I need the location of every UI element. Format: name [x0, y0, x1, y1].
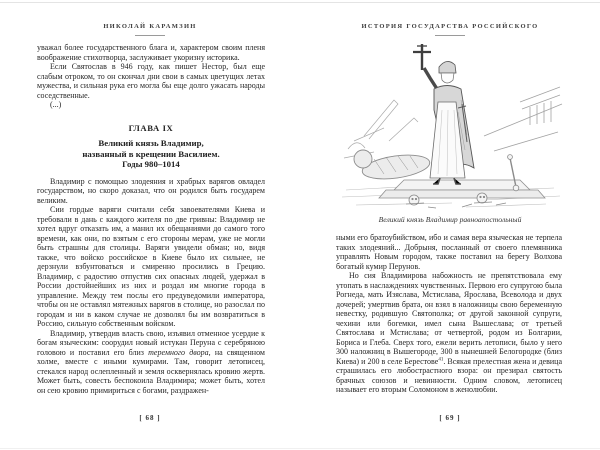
running-head-book-title: ИСТОРИЯ ГОСУДАРСТВА РОССИЙСКОГО: [361, 23, 539, 30]
running-head-rule: [135, 35, 165, 36]
paragraph: ными его братоубийством, ибо и самая вера языческая не терпела таких злодеяний... Добрыня, посланный от своего племянника управлять Новым городом, также поставил на берегу Волхова богатый кумир Перунов.: [336, 233, 562, 271]
paragraph: [336, 271, 562, 395]
paragraph-text: Владимир, утвердив власть свою, изъявил отменное усердие к богам языческим: соорудил новый истукан Перуна с серебряною головою и поставил его близ: [37, 328, 265, 357]
temple-background: [484, 87, 562, 151]
page-number-left: [ 68 ]: [139, 414, 161, 422]
right-page: [300, 0, 600, 450]
helmet: [439, 61, 456, 73]
paragraph: Если Святослав в 946 году, как пишет Нестор, был еще слабым отроком, то он скончал дни свои в самых цветущих летах мужества, и сильная рука его могла бы еще долго ужасать народы соседственные.: [37, 62, 265, 100]
right-text-column: [336, 233, 562, 395]
italic-term: теремного двора: [148, 347, 209, 357]
engraving-svg: [334, 40, 566, 212]
vladimir-engraving-illustration: [334, 40, 566, 212]
ellipsis-line: (...): [50, 100, 62, 109]
paragraph: уважал более государственного блага и, характером своим пленя воображение стихотворца, заслуживает укоризну историка.: [37, 43, 265, 62]
paragraph: Владимир с помощью злодеяния и храбрых варягов овладел государством, но скоро доказал, что он родился быть государем великим.: [37, 176, 265, 205]
left-text-column: [37, 43, 265, 395]
chapter-title-line: Годы 980–1014: [122, 159, 180, 169]
chapter-heading: [37, 124, 265, 170]
paragraph-text: , на священном холме, вместе с иными кумирами. Там, говорит летописец, стекался народ ослепленный и земля осквернялась кровию жертв. Может быть, совесть беспокоила Владимира; может быть, хотел он сею кровию примириться с богами, раздражен-: [37, 347, 265, 395]
paragraph: [37, 329, 265, 396]
broken-idols-background: [344, 100, 418, 158]
running-head-author: НИКОЛАЙ КАРАМЗИН: [103, 23, 197, 30]
running-head-rule: [435, 35, 465, 36]
stone-platform: [379, 180, 545, 198]
chapter-title-line: Великий князь Владимир,: [98, 138, 204, 148]
paragraph-text: Но сия Владимирова набожность не препятствовала ему утопать в наслаждениях чувственных. Первою его супругою была Рогнеда, мать Изяслава, Мстислава, Ярослава, Всеволода и двух дочерей; умертвив брата, он взял в наложницы свою беременную невестку, родившую Святополка; от другой законной супруги, чехини или богемки, имел сына Вышеслава; от третьей Святослава и Мстислава; от четвертой, родом из Болгарии, Бориса и Глеба. Сверх того, ежели верить летописи, было у него 300 наложниц в Вышегороде, 300 в нынешней Белогородке (близ Киева) и 200 в селе Берестове: [336, 271, 562, 366]
fallen-idol: [354, 150, 431, 183]
footnote-reference: 41: [438, 356, 444, 362]
chapter-title-line: названный в крещении Василием.: [82, 148, 220, 159]
chapter-number: ГЛАВА IX: [128, 122, 174, 133]
page-number-right: [ 69 ]: [439, 414, 461, 422]
paragraph-text: . Всякая прелестная жена и девица страшилась его любострастного взора: он презирал святость брачных союзов и невинности. Одним словом, летописец называет его вторым Соломоном в женолюбии.: [336, 356, 562, 394]
paragraph: Сии гордые варяги считали себя завоевателями Киева и требовали в дань с каждого жителя по две гривны: Владимир не хотел вдруг отказать им, а манил их обещаниями до самого того времени, как они, по взятым с его стороны мерам, уже не могли быть страшны для столицы. Варяги увидели обман; но, видя также, что войско российское в Киеве было их сильнее, не дерзнули взбунтоваться и смиренно просились в Грецию. Владимир, с радостию отпустив сих опасных людей, удержал в России достойнейших из них и роздал им многие города в управление. Между тем послы его предуведомили императора, чтобы он не оставлял мятежных варягов в столице, но разослал по городам и ни в каком случае не дозволял бы им возвратиться в Россию, сильную собственным войском.: [37, 205, 265, 328]
illustration-caption: Великий князь Владимир равноапостольный: [378, 215, 522, 224]
face: [441, 73, 454, 83]
cross-icon: [413, 44, 431, 70]
